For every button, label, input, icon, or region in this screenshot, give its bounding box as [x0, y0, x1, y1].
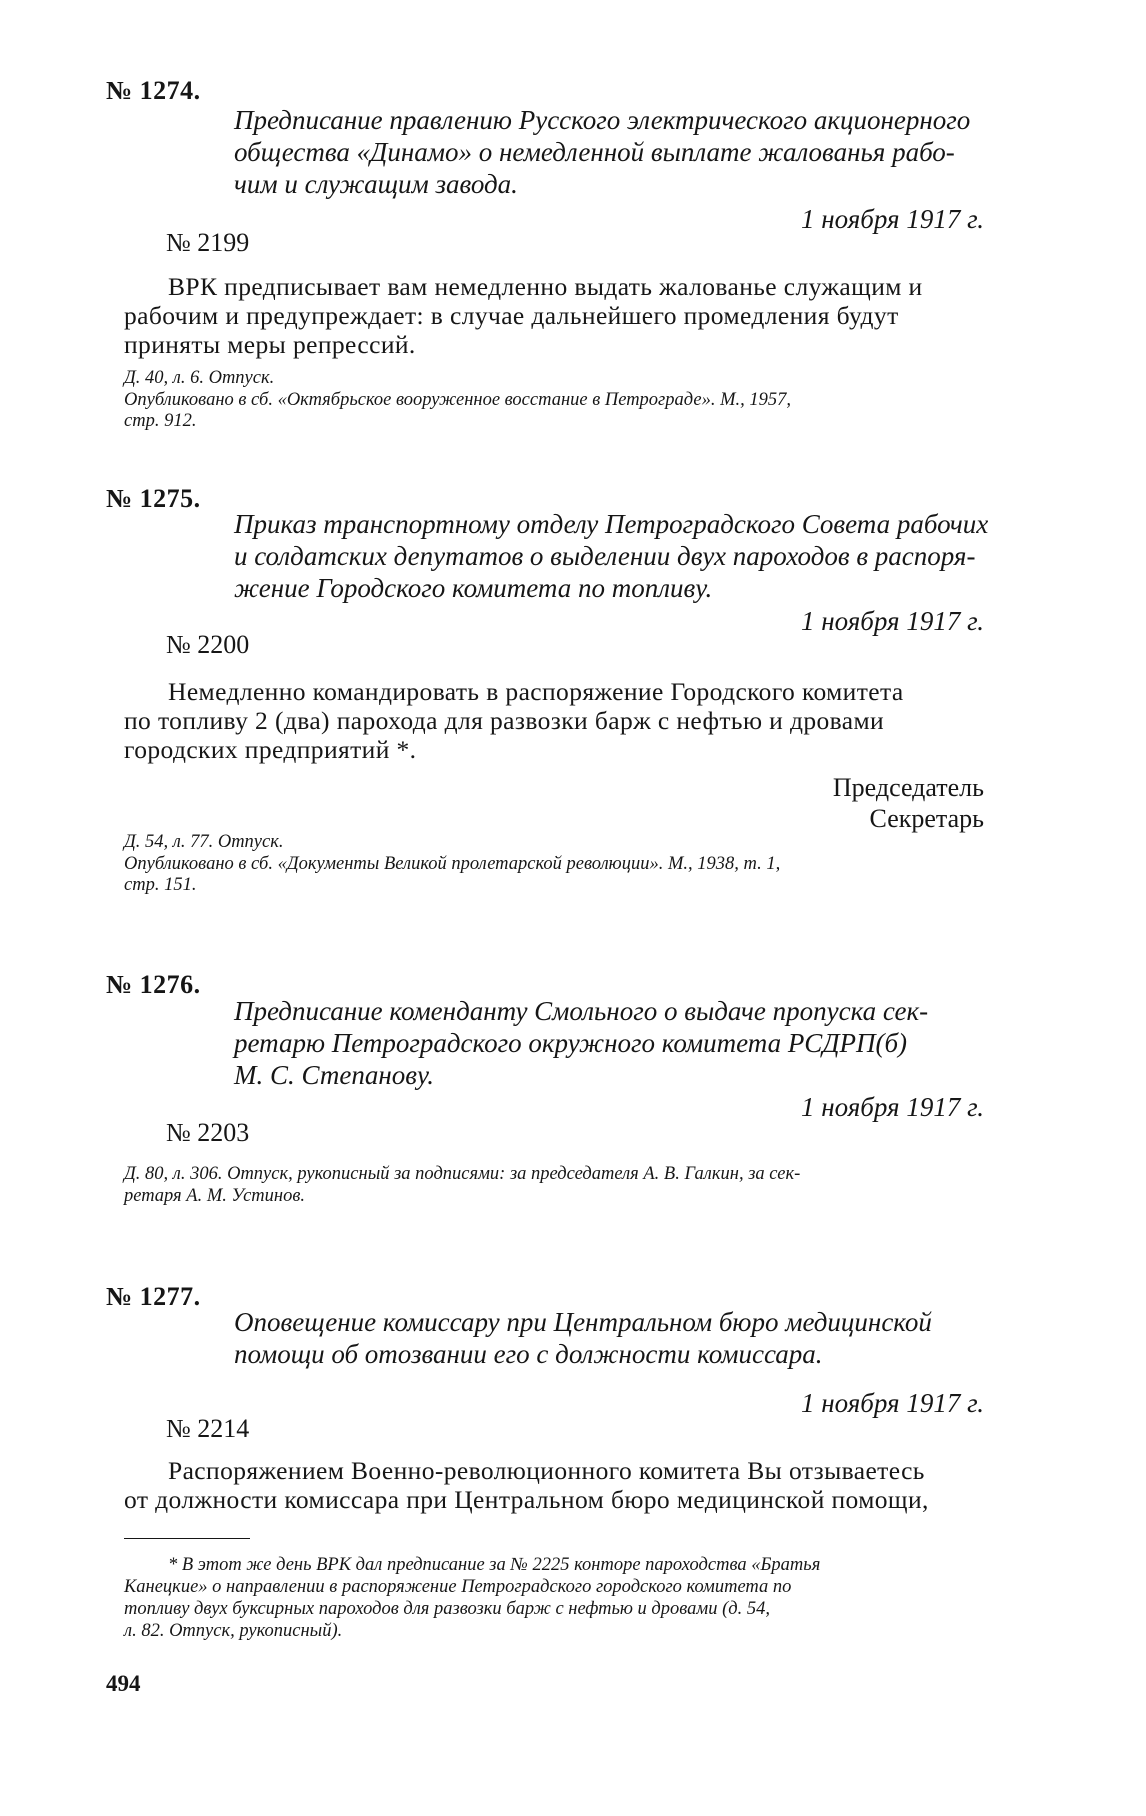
doc-1276-number: № 1276. [106, 970, 201, 999]
doc-1277-body [124, 1456, 1051, 1514]
footnote-rule [124, 1538, 250, 1539]
doc-1276-title [234, 995, 992, 1091]
body-line: ВРК предписывает вам немедленно выдать жалованье служащим и [168, 272, 923, 301]
signature-secretary: Секретарь [869, 804, 984, 833]
footnote-line: л. 82. Отпуск, рукописный). [124, 1621, 343, 1641]
doc-1274-number: № 1274. [106, 76, 201, 105]
body-line: городских предприятий *. [124, 735, 417, 764]
doc-1274-reg-number: № 2199 [166, 228, 250, 257]
doc-1275-title [234, 508, 992, 604]
body-line: от должности комиссара при Центральном бюро медицинской помощи, [124, 1485, 929, 1514]
doc-1276-source [124, 1164, 1051, 1207]
signature-chairman: Председатель [832, 773, 984, 802]
page-number: 494 [106, 1671, 141, 1696]
body-line: Немедленно командировать в распоряжение Городского комитета [168, 677, 904, 706]
body-line: Распоряжением Военно-революционного комитета Вы отзываетесь [168, 1456, 925, 1485]
title-line: чим и служащим завода. [234, 169, 518, 199]
title-line: Предписание правлению Русского электрического акционерного [234, 105, 971, 135]
doc-1274-title [234, 104, 992, 200]
doc-1276-date: 1 ноября 1917 г. [800, 1092, 984, 1122]
doc-1277-reg-number: № 2214 [166, 1414, 250, 1443]
footnote-line: топливу двух буксирных пароходов для развозки барж с нефтью и дровами (д. 54, [124, 1599, 771, 1619]
doc-1275-reg-number: № 2200 [166, 630, 250, 659]
doc-1275-number: № 1275. [106, 484, 201, 513]
source-line: стр. 912. [124, 411, 197, 431]
title-line: Оповещение комиссару при Центральном бюро медицинской [234, 1307, 932, 1337]
source-line: Опубликовано в сб. «Документы Великой пролетарской революции». М., 1938, т. 1, [124, 853, 781, 874]
source-line: Д. 40, л. 6. Отпуск. [124, 368, 275, 388]
title-line: Предписание коменданту Смольного о выдаче пропуска сек- [234, 996, 929, 1026]
doc-1274-date: 1 ноября 1917 г. [800, 204, 984, 234]
title-line: помощи об отозвании его с должности комиссара. [234, 1339, 823, 1369]
doc-1274-source [124, 368, 1051, 433]
footnote [124, 1554, 1051, 1642]
footnote-line: * В этот же день ВРК дал предписание за № 2225 конторе пароходства «Братья [168, 1555, 821, 1575]
doc-1275-source [124, 832, 1051, 897]
doc-1275-date: 1 ноября 1917 г. [800, 606, 984, 636]
source-line: Д. 80, л. 306. Отпуск, рукописный за подписями: за председателя А. В. Галкин, за сек- [124, 1164, 801, 1184]
source-line: Д. 54, л. 77. Отпуск. [124, 832, 284, 852]
doc-1275-signatures [833, 772, 984, 834]
body-line: по топливу 2 (два) парохода для развозки барж с нефтью и дровами [124, 706, 885, 735]
body-line: приняты меры репрессий. [124, 330, 416, 359]
source-line: ретаря А. М. Устинов. [124, 1185, 305, 1206]
doc-1277-title [234, 1306, 992, 1370]
doc-1277-date: 1 ноября 1917 г. [800, 1388, 984, 1418]
title-line: и солдатских депутатов о выделении двух пароходов в распоря- [234, 541, 976, 571]
source-line: Опубликовано в сб. «Октябрьское вооруженное восстание в Петрограде». М., 1957, [124, 389, 791, 410]
title-line: М. С. Степанову. [234, 1060, 435, 1090]
doc-1277-number: № 1277. [106, 1282, 201, 1311]
doc-1274-body [124, 272, 1051, 359]
footnote-line: Канецкие» о направлении в распоряжение Петроградского городского комитета по [124, 1577, 792, 1597]
title-line: ретарю Петроградского окружного комитета РСДРП(б) [234, 1028, 908, 1058]
body-line: рабочим и предупреждает: в случае дальнейшего промедления будут [124, 301, 899, 330]
source-line: стр. 151. [124, 875, 197, 895]
title-line: Приказ транспортному отделу Петроградского Совета рабочих [234, 509, 989, 539]
title-line: общества «Динамо» о немедленной выплате жалованья рабо- [234, 137, 955, 167]
doc-1275-body [124, 677, 1051, 764]
doc-1276-reg-number: № 2203 [166, 1118, 250, 1147]
title-line: жение Городского комитета по топливу. [234, 573, 713, 603]
